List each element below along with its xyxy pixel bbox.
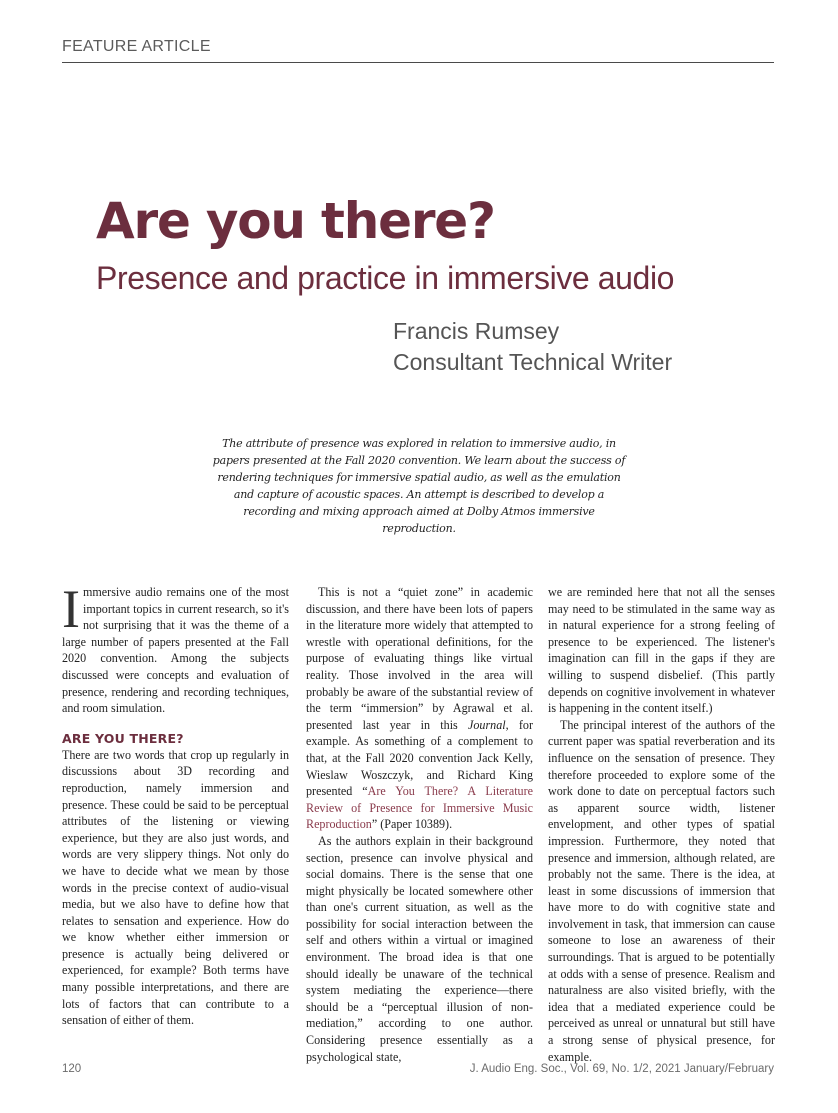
- paragraph-text: ” (Paper 10389).: [371, 817, 453, 832]
- header-rule: [62, 62, 774, 63]
- article-abstract: The attribute of presence was explored in relation to immersive audio, in papers presented at the Fall 2020 convention. We learn about the success of rendering techniques for immersive spatial audio, as well as the emulation and capture of acoustic spaces. An attempt is described to develop a recording and mixing approach aimed at Dolby Atmos immersive reproduction.: [212, 437, 626, 535]
- drop-cap: I: [62, 579, 80, 639]
- article-title: Are you there?: [96, 192, 495, 250]
- column-3-paragraph-2: The principal interest of the authors of the current paper was spatial reverberation and its influence on the sensation of presence. They therefore proceeded to explore some of the work done to date on perceptual factors such as apparent source width, listener envelopment, and other types of spatial impression. Furthermore, they noted that presence and immersion, although related, are probably not the same. There is the idea, at least in some discussions of immersion that have more to do with cognitive state and involvement in task, that immersion can cause someone to lose an awareness of their surroundings. That is argued to be potentially at odds with a sense of presence. Realism and naturalness are also visited briefly, with the idea that a mediated experience could be perceived as unreal or unnatural but still have a strong sense of physical presence, for example.: [548, 717, 775, 1064]
- column-2-paragraph-1: [306, 584, 533, 833]
- journal-citation: J. Audio Eng. Soc., Vol. 69, No. 1/2, 2021 January/February: [469, 1063, 774, 1075]
- article-subtitle: Presence and practice in immersive audio: [96, 260, 675, 296]
- section-paragraph: There are two words that crop up regularly in discussions about 3D recording and reproduction, namely immersion and presence. These could be said to be perceptual attributes of the listening or viewing experience, but they are also just words, and words are very slippery things. Not only do we have to decide what we mean by those words in the precise context of audio-visual media, but we also have to define how that relates to sensation and experience. How do we know whether either immersion or presence is actually being delivered or experienced, for example? Both terms have many possible interpretations, and there are lots of factors that can contribute to a sensation of either of them.: [62, 747, 289, 1028]
- intro-text: mmersive audio remains one of the most important topics in current research, so it's not surprising that it was the theme of a large number of papers presented at the Fall 2020 convention. Among the subjects discussed were concepts and evaluation of presence, rendering and recording techniques, and room simulation.: [62, 585, 289, 716]
- page-number: 120: [62, 1063, 82, 1075]
- author-name: Francis Rumsey: [393, 318, 560, 344]
- body-column-3: [548, 584, 775, 1065]
- paper-reference-link[interactable]: Are You There? A Literature Review of Presence for Immersive Music Reproduction: [306, 784, 533, 832]
- column-2-paragraph-2: As the authors explain in their background section, presence can involve physical and social domains. There is the sense that one might physically be located somewhere other than one's current situation, as well as the possibility for social interaction between the self and others within a virtual or imagined environment. The broad idea is that one should ideally be unaware of the technical system mediating the experience—there should be a “perceptual illusion of non-mediation,” according to one author. Considering presence essentially as a psychological state,: [306, 833, 533, 1064]
- section-label: FEATURE ARTICLE: [62, 38, 211, 55]
- author-role: Consultant Technical Writer: [393, 349, 673, 375]
- paragraph-text: This is not a “quiet zone” in academic discussion, and there have been lots of papers in the literature more widely that attempted to wrestle with operational definitions, for the purpose of evaluating things like virtual reality. Those involved in the area will probably be aware of the substantial review of the term “immersion” by Agrawal et al. presented last year in this: [306, 585, 533, 732]
- journal-name: Journal: [468, 717, 506, 732]
- intro-paragraph: [62, 579, 289, 717]
- paragraph-text: , for example. As something of a complement to that, at the Fall 2020 convention Jack Kelly, Wieslaw Woszczyk, and Richard King presented “: [306, 717, 533, 799]
- body-column-1: [62, 579, 289, 1029]
- column-3-paragraph-1: we are reminded here that not all the senses may need to be stimulated in the same way as in natural experience for a strong feeling of presence to be experienced. The listener's imagination can fill in the gaps if they are willing to suspend disbelief. (This partly depends on cognitive involvement in whatever is happening in the content itself.): [548, 585, 775, 716]
- section-heading: ARE YOU THERE?: [62, 730, 184, 746]
- body-column-2: [306, 584, 533, 1065]
